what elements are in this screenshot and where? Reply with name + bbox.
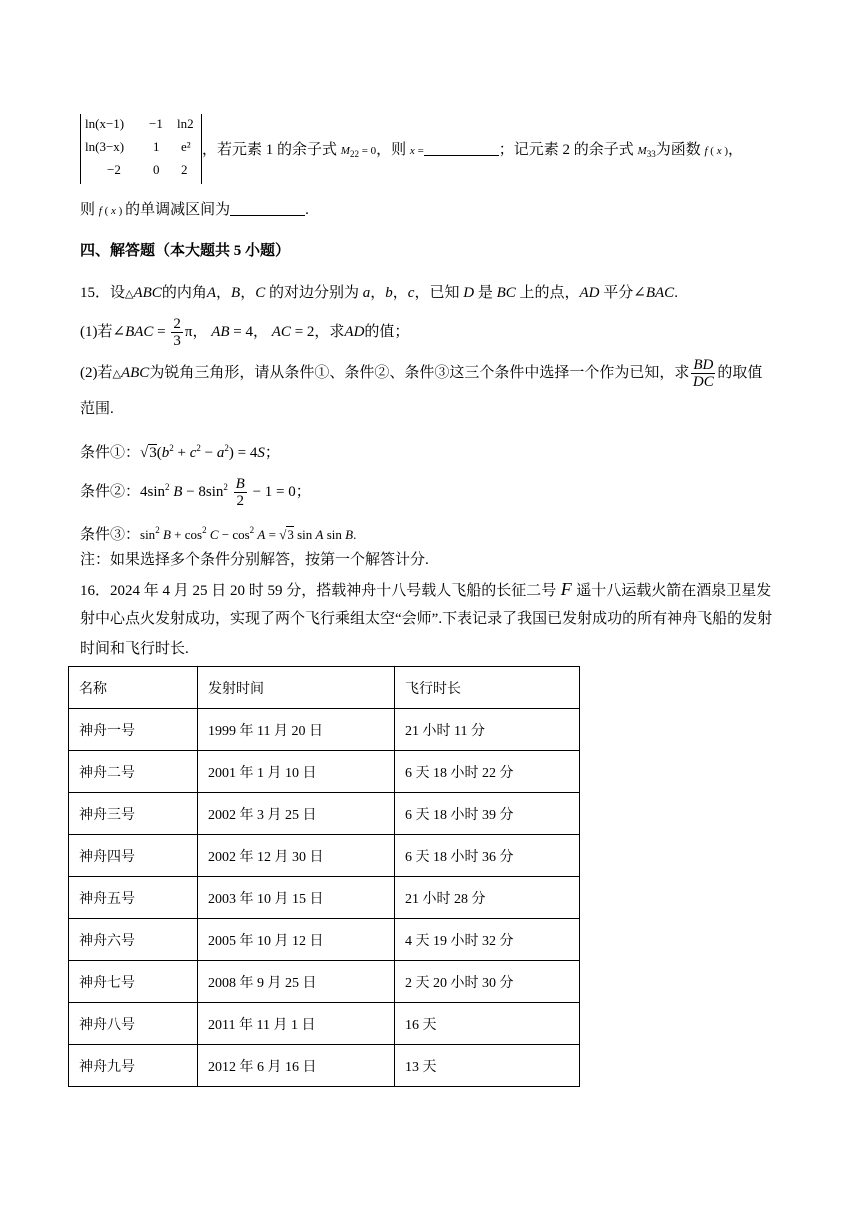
det-cell: −2 [107,162,121,177]
q14-text: . [305,202,309,218]
table-cell: 21 小时 28 分 [395,877,580,919]
table-cell: 神舟六号 [69,919,198,961]
table-cell: 神舟四号 [69,835,198,877]
table-row [69,709,580,751]
table-header-row [69,667,580,709]
q14-text: ；记元素 2 的余子式 [498,142,634,158]
table-cell: 21 小时 11 分 [395,709,580,751]
q15-text: 为锐角三角形，请从条件①、条件②、条件③这三个条件中选择一个作为已知，求 [149,364,690,381]
table-cell: 13 天 [395,1045,580,1087]
table-header: 名称 [69,667,198,709]
table-cell: 神舟五号 [69,877,198,919]
condition-label: 条件②： [80,484,141,500]
q15-text: (2)若 [80,364,113,381]
q15-note: 注：如果选择多个条件分别解答，按第一个解答计分. [80,552,429,568]
q16-line1: 16．2024 年 4 月 25 日 20 时 59 分，搭载神舟十八号载人飞船的长征二号 F 遥十八运载火箭在酒泉卫星发 [80,579,772,599]
det-cell: ln(x−1) [85,116,125,131]
q15-text: 15．设 [80,285,126,301]
table-cell: 2012 年 6 月 16 日 [198,1045,395,1087]
q16-line2: 射中心点火发射成功，实现了两个飞行乘组太空“会师”.下表记录了我国已发射成功的所有神舟飞船的发射 [80,611,773,627]
q15-text: 是 [477,285,493,301]
table-cell: 2002 年 12 月 30 日 [198,835,395,877]
table-cell: 4 天 19 小时 32 分 [395,919,580,961]
shenzhou-table [68,666,580,1087]
q15-text: (1)若 [80,323,113,340]
table-row [69,835,580,877]
table-cell: 6 天 18 小时 22 分 [395,751,580,793]
q15-intro: 15．设△ABC的内角A，B，C 的对边分别为 a，b，c，已知 D 是 BC 上的点，AD 平分∠BAC. [80,285,678,301]
table-row [69,1003,580,1045]
q15-text: ，已知 [414,285,460,301]
table-cell: 神舟一号 [69,709,198,751]
table-cell: 2005 年 10 月 12 日 [198,919,395,961]
q15-part2: (2)若△ABC为锐角三角形，请从条件①、条件②、条件③这三个条件中选择一个作为已知，求 $\frac{BD}{DC}$ 的取值 [80,357,763,390]
condition-2: 条件②：$4\sin^2$ $B - 8\sin^2$ $\frac{B}{2}$ − 1 = 0； [80,476,311,510]
det-cell: ln2 [177,116,194,131]
table-cell: 6 天 18 小时 36 分 [395,835,580,877]
q15-text: 的取值 [717,364,763,381]
table-cell: 2 天 20 小时 30 分 [395,961,580,1003]
table-row [69,751,580,793]
answer-blank[interactable] [230,201,305,216]
q15-text: 的对边分别为 [268,285,359,301]
q14-text: 则 [80,202,96,218]
condition-1: 条件①：$√3(b^2 + c^2 - a^2) = 4S$； [80,443,280,461]
q15-part1: (1)若∠BAC = $\frac{2}{3}$ π， AB = 4， AC = 2，求AD的值； [80,316,410,349]
table-cell: 2011 年 11 月 1 日 [198,1003,395,1045]
table-cell: 2003 年 10 月 15 日 [198,877,395,919]
q15-text: 的内角 [161,285,207,301]
table-cell: 神舟九号 [69,1045,198,1087]
q14-text: ，若元素 1 的余子式 [202,142,338,158]
det-cell: −1 [149,116,163,131]
table-cell: 神舟三号 [69,793,198,835]
table-row [69,1045,580,1087]
det-cell: 1 [153,139,160,154]
q15-part2-cont: 范围. [80,401,114,417]
table-header: 发射时间 [198,667,395,709]
table-cell: 神舟二号 [69,751,198,793]
table-cell: 神舟七号 [69,961,198,1003]
table-cell: 6 天 18 小时 39 分 [395,793,580,835]
section-title: 四、解答题（本大题共 5 小题） [80,243,291,259]
q15-text: 上的点， [519,285,580,301]
q16-line3: 时间和飞行时长. [80,641,189,657]
table-cell: 2002 年 3 月 25 日 [198,793,395,835]
q14-text: ，则 [376,142,407,158]
table-row [69,877,580,919]
det-cell: 2 [181,162,188,177]
answer-blank[interactable] [424,141,499,156]
condition-label: 条件①： [80,445,141,461]
table-row [69,961,580,1003]
q15-text: 平分 [603,285,634,301]
condition-label: 条件③： [80,527,141,543]
table-cell: 神舟八号 [69,1003,198,1045]
table-row [69,919,580,961]
det-cell: 0 [153,162,160,177]
table-header: 飞行时长 [395,667,580,709]
q16-text: 16．2024 年 4 月 25 日 20 时 59 分，搭载神舟十八号载人飞船的长征二号 [80,583,557,599]
q14-line1: ，若元素 1 的余子式 $M_{22} = 0$，则 x = ；记元素 2 的余子式 $M_{33}$为函数 f ( x )， [202,142,744,159]
q16-text: 遥十八运载火箭在酒泉卫星发 [576,583,772,599]
table-cell: 2008 年 9 月 25 日 [198,961,395,1003]
q14-text: 的单调减区间为 [125,202,231,218]
q15-text: 的值； [364,323,410,340]
table-cell: 16 天 [395,1003,580,1045]
table-cell: 1999 年 11 月 20 日 [198,709,395,751]
table-row [69,793,580,835]
determinant-matrix [80,114,202,184]
q14-text: 为函数 [655,142,701,158]
det-cell: e² [181,139,191,154]
q14-line2: 则 f ( x ) 的单调减区间为 . [80,202,309,218]
condition-3: 条件③：$\sin^2 B + \cos^2 C - \cos^2 A = √3$ sin A sin B. [80,525,357,543]
det-cell: ln(3−x) [85,139,125,154]
table-cell: 2001 年 1 月 10 日 [198,751,395,793]
q15-text: ，求 [314,323,345,340]
